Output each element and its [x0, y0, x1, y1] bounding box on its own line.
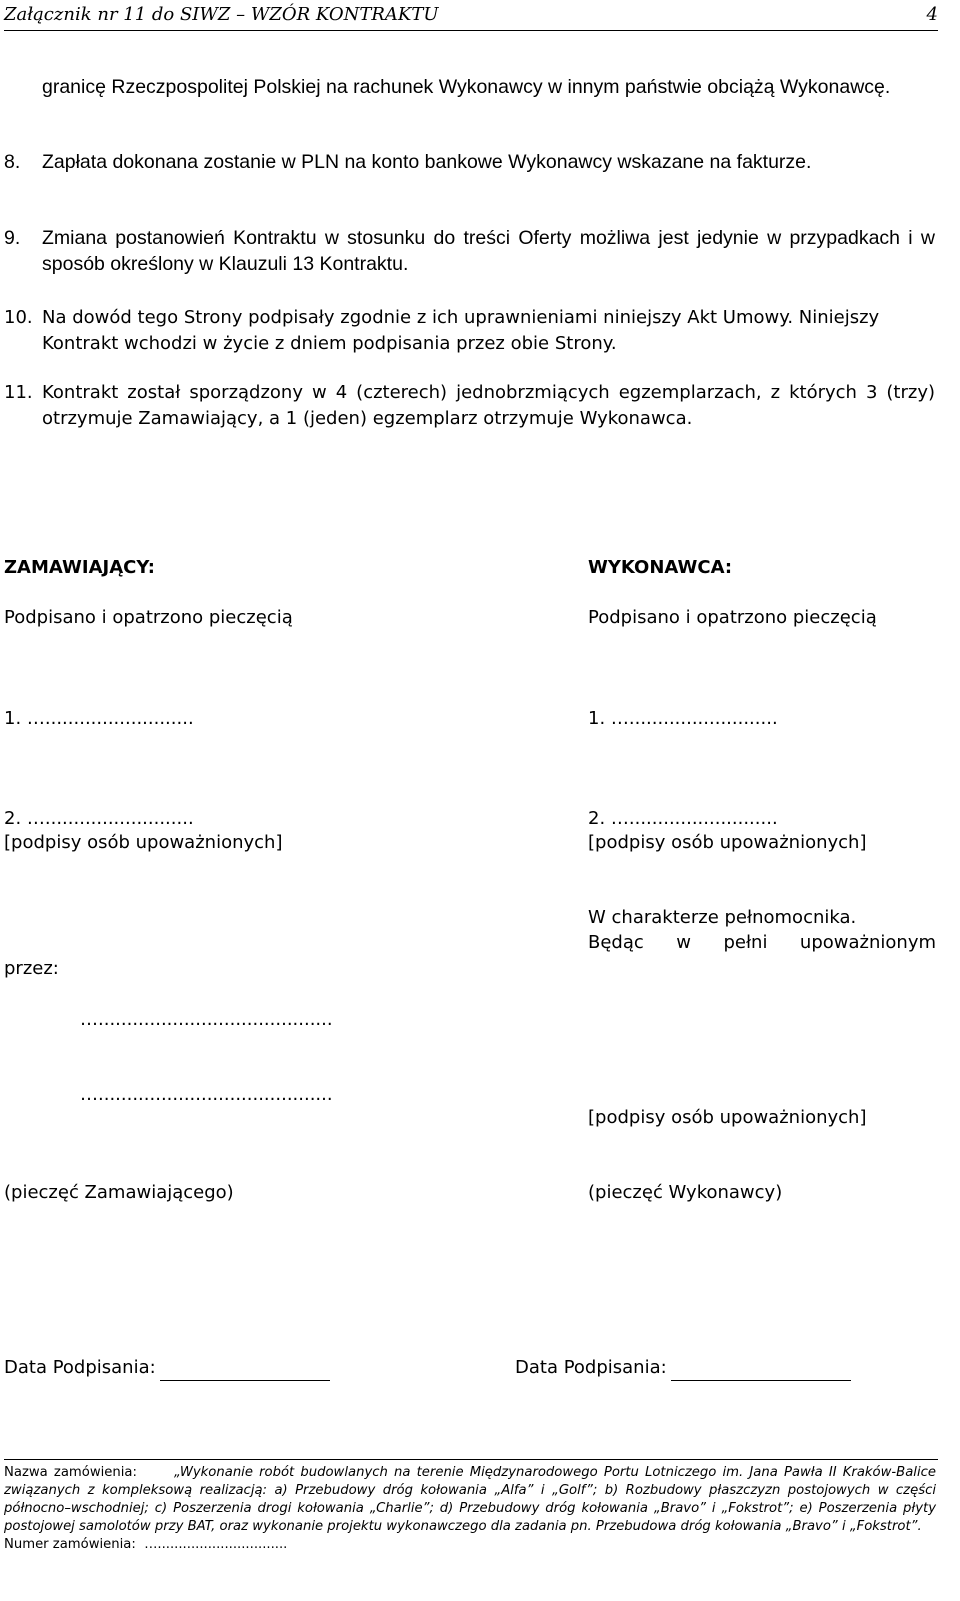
orderer-seal-label: (pieczęć Zamawiającego) [4, 1182, 234, 1203]
orderer-przez-label: przez: [4, 958, 59, 979]
contractor-date-row [515, 1355, 851, 1381]
footer [4, 1464, 936, 1554]
orderer-dotted-line-1: …......................................... [80, 1009, 333, 1030]
contractor-date-label: Data Podpisania: [515, 1357, 667, 1378]
contractor-signature-line-2: 2. ….......................... [588, 808, 778, 829]
orderer-heading: ZAMAWIAJĄCY: [4, 557, 156, 578]
order-name-text: „Wykonanie robót budowlanych na terenie Międzynarodowego Portu Lotniczego im. Jana Pawła II Kraków-Balice związanych z kompleksową realizacją: a) Przebudowy dróg kołowania „Alfa” i „Golf”; b) Rozbudowy płaszczyzn postojowych w części północno–wschodniej; c) Poszerzenia drogi kołowania „Charlie”; d) Przebudowy dróg kołowania „Bravo” i „Fokstrot”; e) Poszerzenia płyty postojowej samolotów przy BAT, oraz wykonanie projektu wykonawczego dla zadania pn. Przebudowa dróg kołowania „Bravo” i „Fokstrot”. [4, 1465, 936, 1534]
order-number-label: Numer zamówienia: [4, 1537, 136, 1552]
paragraph-9-text: Zmiana postanowień Kontraktu w stosunku do treści Oferty możliwa jest jedynie w przypadkach i w sposób określony w Klauzuli 13 Kontraktu. [42, 227, 935, 275]
paragraph-9-number: 9. [4, 227, 21, 249]
contractor-authorized-note-2: [podpisy osób upoważnionych] [588, 1107, 867, 1128]
contractor-date-field[interactable] [671, 1358, 851, 1381]
page-number: 4 [926, 4, 938, 25]
order-number-value: …............................... [144, 1537, 288, 1552]
orderer-signed-note: Podpisano i opatrzono pieczęcią [4, 607, 293, 628]
paragraph-7-continuation: granicę Rzeczpospolitej Polskiej na rachunek Wykonawcy w innym państwie obciążą Wykonawcę. [42, 76, 891, 98]
contractor-signature-line-1: 1. ….......................... [588, 708, 778, 729]
order-name-label: Nazwa zamówienia: [4, 1465, 137, 1480]
orderer-date-row [4, 1355, 330, 1381]
contractor-capacity-line-2: Będąc w pełni upoważnionym [588, 932, 936, 953]
contractor-signed-note: Podpisano i opatrzono pieczęcią [588, 607, 877, 628]
paragraph-8-text: Zapłata dokonana zostanie w PLN na konto bankowe Wykonawcy wskazane na fakturze. [42, 151, 812, 173]
paragraph-10-text: Na dowód tego Strony podpisały zgodnie z ich uprawnieniami niniejszy Akt Umowy. Niniejszy Kontrakt wchodzi w życie z dniem podpisania przez obie Strony. [42, 307, 880, 354]
paragraph-10-number: 10. [4, 307, 33, 328]
orderer-authorized-note: [podpisy osób upoważnionych] [4, 832, 283, 853]
paragraph-11-text: Kontrakt został sporządzony w 4 (czterech) jednobrzmiących egzemplarzach, z których 3 (trzy) otrzymuje Zamawiający, a 1 (jeden) egzemplarz otrzymuje Wykonawca. [42, 382, 935, 429]
paragraph-11-number: 11. [4, 382, 33, 403]
paragraph-8-number: 8. [4, 151, 21, 173]
contractor-authorized-note: [podpisy osób upoważnionych] [588, 832, 867, 853]
orderer-signature-line-1: 1. ….......................... [4, 708, 194, 729]
contractor-seal-label: (pieczęć Wykonawcy) [588, 1182, 783, 1203]
contractor-heading: WYKONAWCA: [588, 557, 733, 578]
orderer-date-field[interactable] [160, 1358, 330, 1381]
orderer-date-label: Data Podpisania: [4, 1357, 156, 1378]
order-number-row [4, 1536, 936, 1554]
orderer-dotted-line-2: …......................................... [80, 1084, 333, 1105]
footer-divider [4, 1459, 938, 1460]
header-title: Załącznik nr 11 do SIWZ – WZÓR KONTRAKTU [4, 4, 439, 25]
header-divider [4, 30, 938, 31]
contractor-capacity-line-1: W charakterze pełnomocnika. [588, 907, 857, 928]
order-name [4, 1464, 936, 1536]
orderer-signature-line-2: 2. ….......................... [4, 808, 194, 829]
